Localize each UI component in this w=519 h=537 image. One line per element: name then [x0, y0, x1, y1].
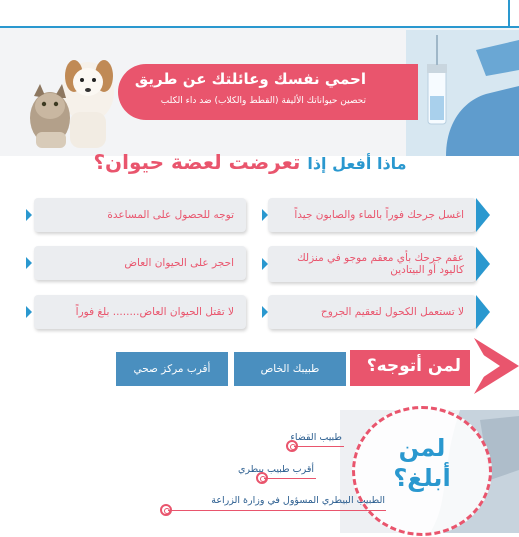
pets-illustration	[22, 40, 122, 152]
contact-underline	[294, 446, 344, 447]
report-circle	[352, 406, 492, 536]
route-banner	[350, 350, 485, 386]
step-text: احجر على الحيوان العاض	[124, 257, 234, 269]
target-ring-icon	[160, 504, 172, 516]
target-ring-icon	[256, 472, 268, 484]
step-no-alcohol	[268, 295, 476, 329]
title-main: تعرضت لعضة حيوان؟	[93, 150, 301, 174]
chevron-right-icon	[262, 306, 268, 318]
contact-ministry-vet: الطبيب البيطري المسؤول في وزارة الزراعة	[211, 495, 385, 506]
report-label-line2: أبلغ؟	[393, 464, 451, 492]
button-label: أقرب مركز صحي	[133, 363, 211, 375]
route-label: لمن أتوجه؟	[366, 356, 461, 376]
step-wash-wound	[268, 198, 476, 232]
hero-title: احمي نفسك وعائلتك عن طريق	[134, 70, 366, 88]
step-get-help	[34, 198, 246, 232]
contact-underline	[264, 478, 316, 479]
top-bar	[0, 0, 519, 27]
nearest-health-center-button[interactable]	[116, 352, 228, 386]
title-prefix: ماذا أفعل إذا	[307, 154, 407, 173]
contact-district-doctor: طبيب القضاء	[290, 432, 342, 443]
step-sterilize-wound	[268, 246, 476, 282]
chevron-right-icon	[262, 258, 268, 270]
vaccine-illustration	[406, 30, 519, 156]
step-quarantine-animal	[34, 246, 246, 280]
target-ring-icon	[286, 440, 298, 452]
step-report-animal	[34, 295, 246, 329]
button-label: طبيبك الخاص	[260, 363, 320, 375]
step-text: لا تقتل الحيوان العاض........ بلغ فوراً	[75, 306, 234, 318]
top-vertical-divider	[508, 0, 510, 27]
chevron-right-icon	[476, 295, 490, 329]
step-text: عقم جرحك بأي معقم موجو في منزلك كاليود أو البيتادين	[297, 252, 464, 276]
chevron-right-icon	[26, 306, 32, 318]
route-arrow-decoration	[470, 338, 519, 394]
chevron-right-icon	[26, 257, 32, 269]
chevron-right-icon	[476, 198, 490, 232]
chevron-right-icon	[26, 209, 32, 221]
chevron-right-icon	[476, 247, 490, 281]
contact-underline	[168, 510, 386, 511]
contact-nearest-vet: أقرب طبيب بيطري	[237, 464, 314, 475]
report-label-line1: لمن	[398, 434, 446, 462]
hero-banner	[118, 64, 418, 120]
report-label	[355, 433, 489, 493]
step-text: توجه للحصول على المساعدة	[107, 209, 234, 221]
private-doctor-button[interactable]	[234, 352, 346, 386]
chevron-right-icon	[262, 209, 268, 221]
step-text: لا تستعمل الكحول لتعقيم الجروح	[320, 306, 464, 318]
hero-subtitle: تحصين حيواناتك الأليفة (القطط والكلاب) ضد داء الكلب	[160, 96, 366, 106]
page-title	[60, 150, 440, 174]
step-text: اغسل جرحك فوراً بالماء والصابون جيداً	[294, 209, 464, 221]
